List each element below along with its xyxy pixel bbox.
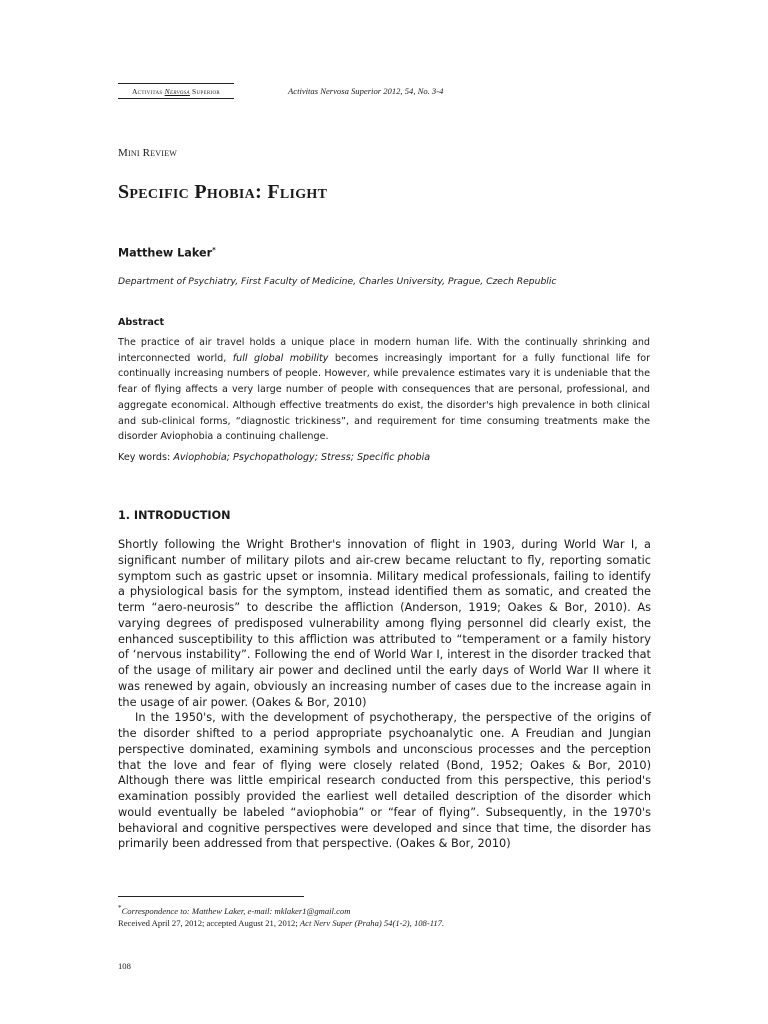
article-type-label: Mini Review [118, 147, 177, 159]
logo-word-right: Superior [192, 87, 221, 96]
footnote [118, 902, 444, 929]
footnote-citation: Act Nerv Super (Praha) 54(1-2), 108-117. [299, 917, 445, 928]
section-heading: 1. INTRODUCTION [118, 509, 231, 522]
author-affiliation: Department of Psychiatry, First Faculty of Medicine, Charles University, Prague, Czech Republic [118, 276, 557, 287]
body-paragraph-1: Shortly following the Wright Brother's innovation of flight in 1903, during World War I, a significant number of military pilots and air-crew became reluctant to fly, reporting somatic symptom such as gastric upset or insomnia. Military medical professionals, failing to identify a physiological basis for the symptom, instead identified them as somatic, and created the term “aero-neurosis” to describe the affliction (Anderson, 1919; Oakes & Bor, 2010). As varying degrees of predisposed vulnerability among flying personnel did clearly exist, the enhanced susceptibility to this affliction was attributed to “temperament or a family history of ‘nervous instability”. Following the end of World War I, interest in the disorder tracked that of the usage of military air power and declined until the early days of World War II where it was renewed by again, obviously an increasing number of cases due to the increase again in the usage of air power. (Oakes & Bor, 2010) [118, 538, 651, 709]
logo-word-left: Activitas [131, 87, 163, 96]
section-body [118, 537, 651, 852]
article-title: Specific Phobia: Flight [118, 181, 328, 203]
abstract-heading: Abstract [118, 317, 165, 328]
page-number: 108 [118, 961, 131, 971]
footnote-received: Received April 27, 2012; accepted August 21, 2012; [118, 917, 300, 928]
journal-reference: Activitas Nervosa Superior 2012, 54, No. 3-4 [288, 86, 444, 96]
abstract-emphasis: full global mobility [232, 352, 329, 364]
footnote-divider [118, 896, 304, 897]
logo-word-mid: Nervosa [164, 87, 190, 96]
footnote-correspondence: Correspondence to: Matthew Laker, e-mail: mklaker1@gmail.com [121, 905, 351, 916]
author-footnote-mark: * [212, 246, 216, 254]
keywords-line [118, 452, 430, 463]
keywords-list: Aviophobia; Psychopathology; Stress; Specific phobia [173, 452, 431, 463]
journal-logo [118, 83, 234, 99]
abstract-text: The practice of air travel holds a unique place in modern human life. With the continually shrinking and interconnected world, full global mobility becomes increasingly important for a fully functional life for continually increasing numbers of people. However, while prevalence estimates vary it is undeniable that the fear of flying affects a very large number of people with consequences that are personal, professional, and aggregate economical. Although effective treatments do exist, the disorder's high prevalence in both clinical and sub-clinical forms, “diagnostic trickiness”, and requirement for time consuming treatments make the disorder Aviophobia a continuing challenge. [118, 337, 651, 443]
body-paragraph-2: In the 1950's, with the development of psychotherapy, the perspective of the origins of the disorder shifted to a period appropriate psychoanalytic one. A Freudian and Jungian perspective dominated, examining symbols and unconscious processes and the perception that the love and fear of flying were closely related (Bond, 1952; Oakes & Bor, 2010) Although there was little empirical research conducted from this perspective, this period's examination possibly provided the earliest well detailed description of the disorder which would eventually be labeled “aviophobia” or “fear of flying”. Subsequently, in the 1970's behavioral and cognitive perspectives were developed and since that time, the disorder has primarily been addressed from that perspective. (Oakes & Bor, 2010) [118, 711, 651, 851]
author-name: Matthew Laker [118, 246, 213, 260]
keywords-label: Key words: [118, 452, 174, 463]
author-line [118, 246, 216, 260]
footnote-mark: * [118, 904, 122, 912]
